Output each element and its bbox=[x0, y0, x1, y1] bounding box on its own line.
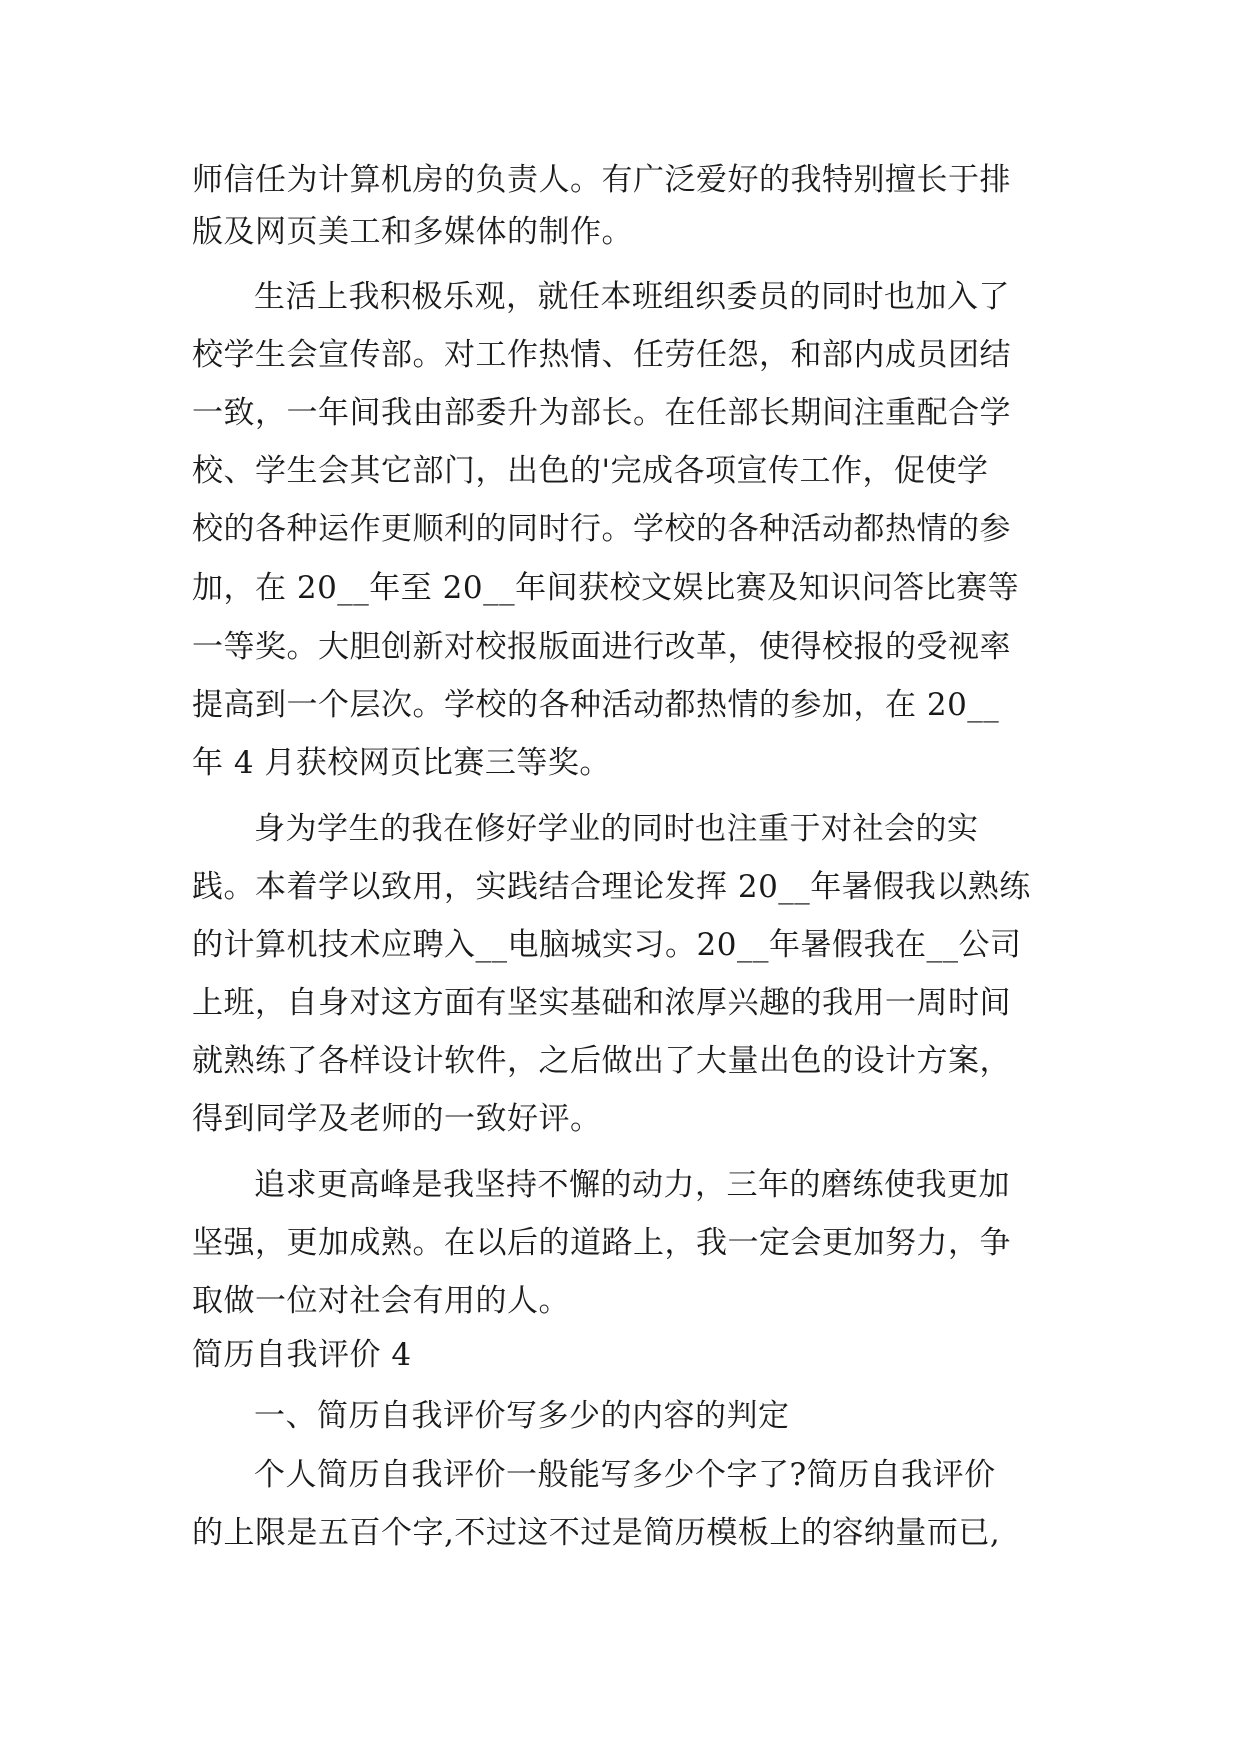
text-line: 校、学生会其它部门，出色的'完成各项宣传工作，促使学 bbox=[192, 453, 989, 489]
text-line: 践。本着学以致用，实践结合理论发挥 20__年暑假我以熟练 bbox=[192, 869, 1031, 905]
text-line: 身为学生的我在修好学业的同时也注重于对社会的实 bbox=[254, 811, 979, 847]
text-line: 的计算机技术应聘入__电脑城实习。20__年暑假我在__公司 bbox=[192, 927, 1022, 963]
text-line: 版及网页美工和多媒体的制作。 bbox=[192, 214, 633, 250]
text-line: 得到同学及老师的一致好评。 bbox=[192, 1101, 602, 1137]
text-line: 生活上我积极乐观，就任本班组织委员的同时也加入了 bbox=[254, 279, 1010, 315]
text-line: 一致，一年间我由部委升为部长。在任部长期间注重配合学 bbox=[192, 395, 1011, 431]
text-line: 就熟练了各样设计软件，之后做出了大量出色的设计方案， bbox=[192, 1043, 1011, 1079]
text-line: 校的各种运作更顺利的同时行。学校的各种活动都热情的参 bbox=[192, 511, 1011, 547]
text-line: 校学生会宣传部。对工作热情、任劳任怨，和部内成员团结 bbox=[192, 337, 1011, 373]
text-line: 师信任为计算机房的负责人。有广泛爱好的我特别擅长于排 bbox=[192, 162, 1011, 198]
subsection-heading: 一、简历自我评价写多少的内容的判定 bbox=[254, 1398, 790, 1434]
text-line: 上班，自身对这方面有坚实基础和浓厚兴趣的我用一周时间 bbox=[192, 985, 1011, 1021]
text-line: 追求更高峰是我坚持不懈的动力，三年的磨练使我更加 bbox=[254, 1167, 1010, 1203]
text-line: 的上限是五百个字,不过这不过是简历模板上的容纳量而已, bbox=[192, 1515, 1001, 1551]
text-line: 加，在 20__年至 20__年间获校文娱比赛及知识问答比赛等 bbox=[192, 570, 1020, 606]
text-line: 一等奖。大胆创新对校报版面进行改革，使得校报的受视率 bbox=[192, 629, 1011, 665]
text-line: 坚强，更加成熟。在以后的道路上，我一定会更加努力，争 bbox=[192, 1225, 1011, 1261]
text-line: 年 4 月获校网页比赛三等奖。 bbox=[192, 745, 611, 781]
section-heading: 简历自我评价 4 bbox=[192, 1337, 412, 1373]
text-line: 取做一位对社会有用的人。 bbox=[192, 1283, 570, 1319]
text-line: 个人简历自我评价一般能写多少个字了?简历自我评价 bbox=[254, 1457, 996, 1493]
text-line: 提高到一个层次。学校的各种活动都热情的参加，在 20__ bbox=[192, 687, 1000, 723]
